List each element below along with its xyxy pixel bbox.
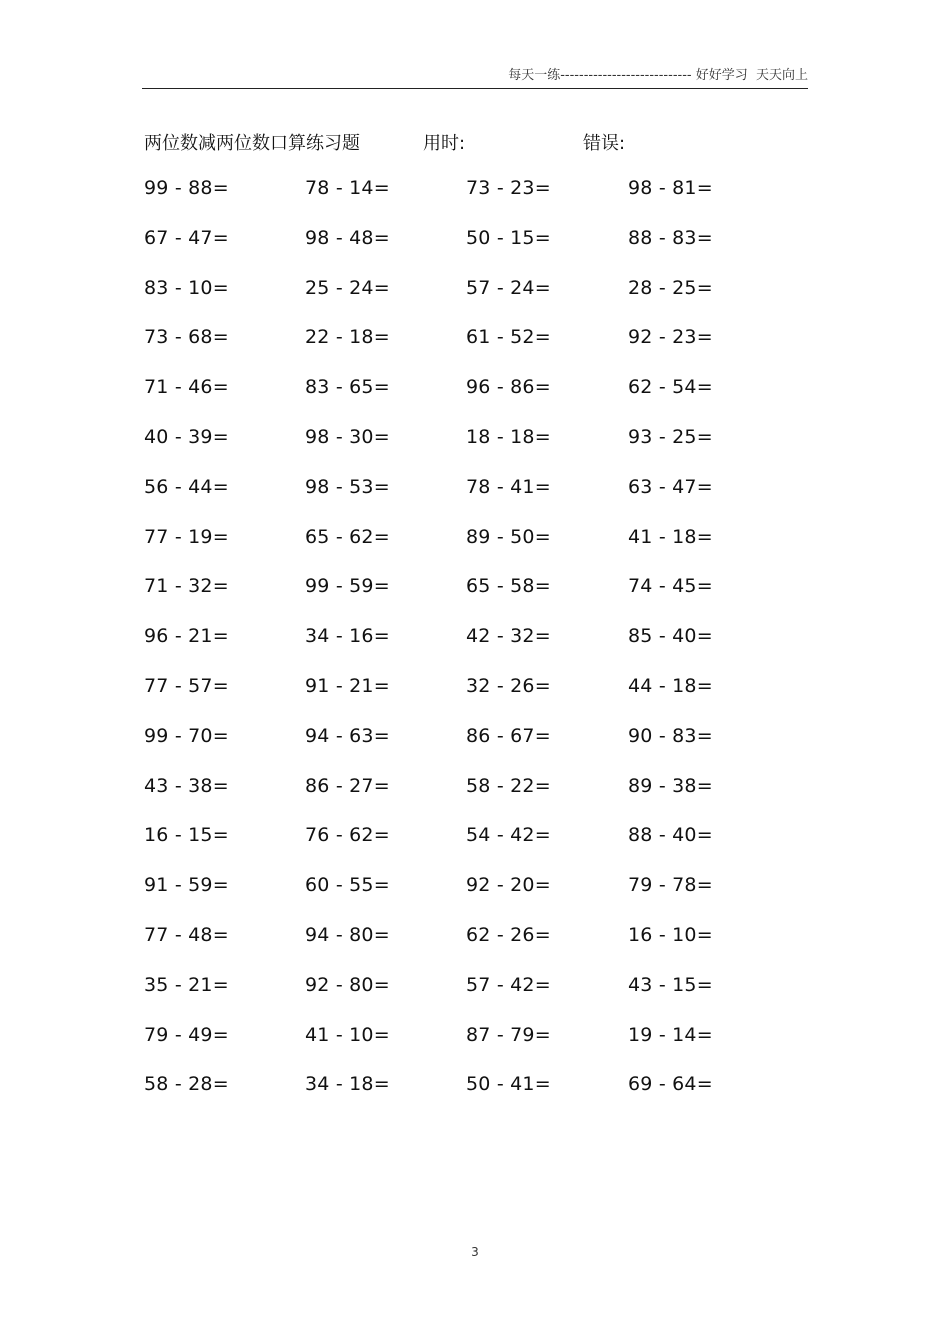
problem-item: 86 - 67= <box>466 724 551 747</box>
problem-item: 43 - 38= <box>144 774 229 797</box>
problem-item: 67 - 47= <box>144 226 229 249</box>
problem-item: 94 - 63= <box>305 724 390 747</box>
problem-row <box>144 775 784 825</box>
worksheet-title: 两位数减两位数口算练习题 <box>144 133 360 154</box>
problem-row <box>144 874 784 924</box>
problem-item: 56 - 44= <box>144 475 229 498</box>
problem-item: 93 - 25= <box>628 425 713 448</box>
problem-item: 43 - 15= <box>628 973 713 996</box>
problem-item: 58 - 28= <box>144 1073 229 1096</box>
problem-row <box>144 625 784 675</box>
problem-item: 60 - 55= <box>305 874 390 897</box>
problem-item: 90 - 83= <box>628 724 713 747</box>
problem-row <box>144 575 784 625</box>
problem-item: 78 - 41= <box>466 475 551 498</box>
problem-row <box>144 824 784 874</box>
time-label: 用时: <box>423 133 466 154</box>
problem-item: 87 - 79= <box>466 1023 551 1046</box>
problem-row <box>144 1073 784 1123</box>
problem-item: 22 - 18= <box>305 326 390 349</box>
problem-item: 57 - 24= <box>466 276 551 299</box>
problem-item: 34 - 16= <box>305 625 390 648</box>
problem-item: 94 - 80= <box>305 923 390 946</box>
problem-item: 83 - 65= <box>305 376 390 399</box>
problem-item: 85 - 40= <box>628 625 713 648</box>
problem-item: 69 - 64= <box>628 1073 713 1096</box>
problem-item: 41 - 10= <box>305 1023 390 1046</box>
problem-item: 28 - 25= <box>628 276 713 299</box>
problem-item: 98 - 53= <box>305 475 390 498</box>
problem-item: 77 - 57= <box>144 674 229 697</box>
problem-row <box>144 227 784 277</box>
problem-item: 74 - 45= <box>628 575 713 598</box>
problem-item: 50 - 41= <box>466 1073 551 1096</box>
page-header <box>142 64 808 86</box>
problem-row <box>144 476 784 526</box>
problem-row <box>144 277 784 327</box>
problem-item: 88 - 83= <box>628 226 713 249</box>
header-rule <box>142 88 808 89</box>
problem-item: 92 - 20= <box>466 874 551 897</box>
problem-item: 76 - 62= <box>305 824 390 847</box>
problem-item: 54 - 42= <box>466 824 551 847</box>
header-right-text: 好好学习 天天向上 <box>695 68 808 83</box>
problem-item: 78 - 14= <box>305 177 390 199</box>
problem-item: 62 - 54= <box>628 376 713 399</box>
problem-item: 96 - 21= <box>144 625 229 648</box>
problem-item: 98 - 48= <box>305 226 390 249</box>
problem-row <box>144 326 784 376</box>
problem-item: 99 - 59= <box>305 575 390 598</box>
problem-item: 42 - 32= <box>466 625 551 648</box>
page-number: 3 <box>471 1245 479 1259</box>
problem-item: 86 - 27= <box>305 774 390 797</box>
problem-item: 89 - 38= <box>628 774 713 797</box>
problem-item: 91 - 21= <box>305 674 390 697</box>
problem-row <box>144 376 784 426</box>
problem-item: 63 - 47= <box>628 475 713 498</box>
problem-item: 18 - 18= <box>466 425 551 448</box>
problem-item: 44 - 18= <box>628 674 713 697</box>
problem-item: 92 - 23= <box>628 326 713 349</box>
problem-row <box>144 426 784 476</box>
problem-item: 19 - 14= <box>628 1023 713 1046</box>
problem-item: 65 - 62= <box>305 525 390 548</box>
problem-row <box>144 675 784 725</box>
problem-item: 73 - 23= <box>466 177 551 199</box>
problem-item: 16 - 15= <box>144 824 229 847</box>
problem-item: 79 - 49= <box>144 1023 229 1046</box>
problem-item: 77 - 19= <box>144 525 229 548</box>
problem-row <box>144 974 784 1024</box>
problem-item: 62 - 26= <box>466 923 551 946</box>
problem-row <box>144 1024 784 1074</box>
problem-item: 40 - 39= <box>144 425 229 448</box>
errors-label: 错误: <box>583 133 626 154</box>
problem-item: 98 - 81= <box>628 177 713 199</box>
header-dashes: ---------------------------- <box>560 68 692 83</box>
problem-item: 91 - 59= <box>144 874 229 897</box>
problem-item: 41 - 18= <box>628 525 713 548</box>
problem-row <box>144 177 784 227</box>
problem-item: 71 - 46= <box>144 376 229 399</box>
problem-item: 98 - 30= <box>305 425 390 448</box>
header-left-text: 每天一练 <box>508 68 561 83</box>
problem-item: 73 - 68= <box>144 326 229 349</box>
problem-item: 34 - 18= <box>305 1073 390 1096</box>
problem-item: 99 - 88= <box>144 177 229 199</box>
problem-item: 32 - 26= <box>466 674 551 697</box>
problem-item: 79 - 78= <box>628 874 713 897</box>
problem-row <box>144 725 784 775</box>
problem-item: 16 - 10= <box>628 923 713 946</box>
problem-item: 77 - 48= <box>144 923 229 946</box>
problem-item: 96 - 86= <box>466 376 551 399</box>
problem-item: 50 - 15= <box>466 226 551 249</box>
problem-item: 92 - 80= <box>305 973 390 996</box>
problem-item: 83 - 10= <box>144 276 229 299</box>
problem-item: 65 - 58= <box>466 575 551 598</box>
problem-item: 71 - 32= <box>144 575 229 598</box>
problem-item: 89 - 50= <box>466 525 551 548</box>
problem-item: 25 - 24= <box>305 276 390 299</box>
problem-item: 35 - 21= <box>144 973 229 996</box>
problem-item: 58 - 22= <box>466 774 551 797</box>
problem-item: 99 - 70= <box>144 724 229 747</box>
problem-row <box>144 526 784 576</box>
problem-grid <box>144 177 784 1123</box>
problem-row <box>144 924 784 974</box>
problem-item: 57 - 42= <box>466 973 551 996</box>
problem-item: 88 - 40= <box>628 824 713 847</box>
problem-item: 61 - 52= <box>466 326 551 349</box>
